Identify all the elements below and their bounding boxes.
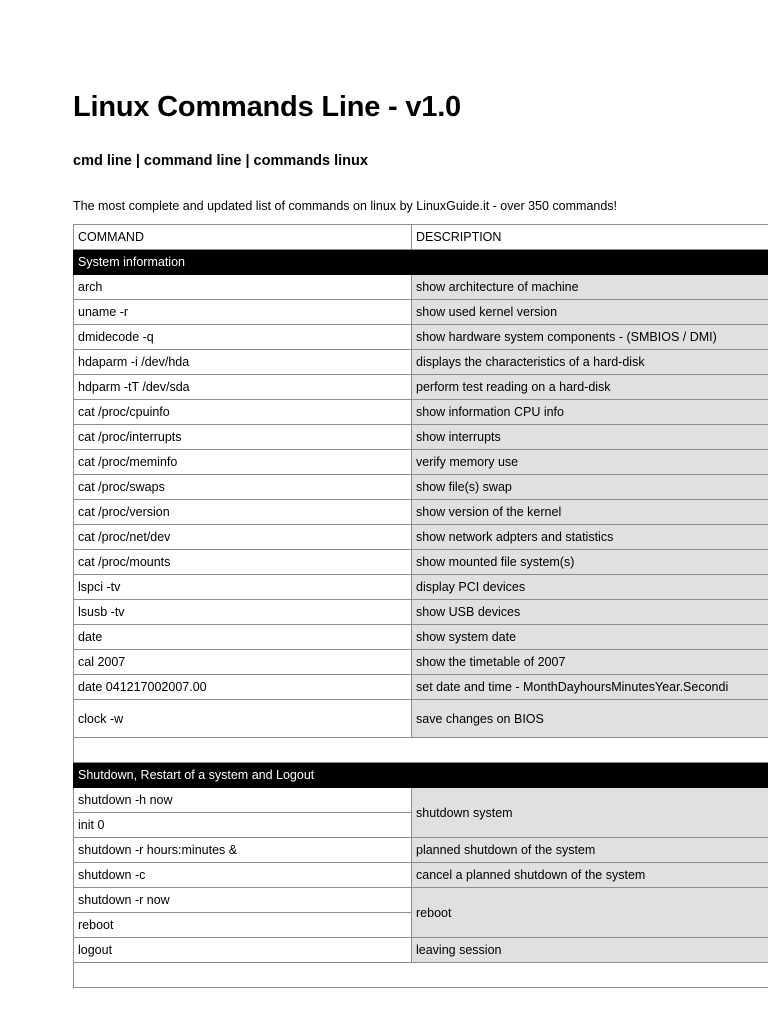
table-row (74, 500, 768, 525)
table-row (74, 788, 768, 813)
description-cell: show mounted file system(s) (412, 550, 768, 575)
table-row (74, 575, 768, 600)
command-cell: cat /proc/interrupts (74, 425, 412, 450)
description-cell: save changes on BIOS (412, 700, 768, 738)
command-cell: cal 2007 (74, 650, 412, 675)
command-cell: shutdown -r hours:minutes & (74, 838, 412, 863)
document-title: Linux Commands Line - v1.0 (73, 91, 461, 123)
command-cell: lsusb -tv (74, 600, 412, 625)
command-cell: clock -w (74, 700, 412, 738)
document-subtitle: cmd line | command line | commands linux (73, 153, 368, 169)
spacer-row (74, 738, 768, 763)
description-cell: perform test reading on a hard-disk (412, 375, 768, 400)
spacer-cell (74, 963, 768, 988)
table-row (74, 838, 768, 863)
table-row (74, 475, 768, 500)
command-cell: shutdown -r now (74, 888, 412, 913)
command-cell: init 0 (74, 813, 412, 838)
table-row (74, 600, 768, 625)
table-row (74, 450, 768, 475)
commands-table (73, 224, 768, 988)
section-title: System information (74, 250, 768, 275)
description-cell: planned shutdown of the system (412, 838, 768, 863)
table-row (74, 275, 768, 300)
table-row (74, 625, 768, 650)
table-row (74, 888, 768, 913)
section-title: Shutdown, Restart of a system and Logout (74, 763, 768, 788)
description-cell: show the timetable of 2007 (412, 650, 768, 675)
section-header (74, 763, 768, 788)
description-cell: reboot (412, 888, 768, 938)
command-cell: cat /proc/version (74, 500, 412, 525)
spacer-cell (74, 738, 768, 763)
description-cell: show system date (412, 625, 768, 650)
description-cell: verify memory use (412, 450, 768, 475)
command-cell: dmidecode -q (74, 325, 412, 350)
command-cell: date 041217002007.00 (74, 675, 412, 700)
description-cell: show architecture of machine (412, 275, 768, 300)
spacer-row (74, 963, 768, 988)
description-cell: show USB devices (412, 600, 768, 625)
header-command: COMMAND (74, 225, 412, 250)
table-row (74, 700, 768, 738)
table-header-row (74, 225, 768, 250)
command-cell: reboot (74, 913, 412, 938)
command-cell: cat /proc/mounts (74, 550, 412, 575)
table-row (74, 863, 768, 888)
command-cell: cat /proc/swaps (74, 475, 412, 500)
table-row (74, 675, 768, 700)
command-cell: arch (74, 275, 412, 300)
table-row (74, 938, 768, 963)
table-row (74, 550, 768, 575)
command-cell: shutdown -h now (74, 788, 412, 813)
command-cell: cat /proc/meminfo (74, 450, 412, 475)
command-cell: lspci -tv (74, 575, 412, 600)
table-row (74, 650, 768, 675)
table-row (74, 400, 768, 425)
description-cell: set date and time - MonthDayhoursMinutesYear.Secondi (412, 675, 768, 700)
command-cell: hdparm -tT /dev/sda (74, 375, 412, 400)
command-cell: hdaparm -i /dev/hda (74, 350, 412, 375)
command-cell: cat /proc/net/dev (74, 525, 412, 550)
description-cell: displays the characteristics of a hard-disk (412, 350, 768, 375)
intro-text: The most complete and updated list of commands on linux by LinuxGuide.it - over 350 commands! (73, 199, 618, 213)
command-cell: cat /proc/cpuinfo (74, 400, 412, 425)
table-row (74, 375, 768, 400)
command-cell: uname -r (74, 300, 412, 325)
description-cell: show information CPU info (412, 400, 768, 425)
description-cell: cancel a planned shutdown of the system (412, 863, 768, 888)
table-row (74, 325, 768, 350)
section-header (74, 250, 768, 275)
description-cell: show used kernel version (412, 300, 768, 325)
description-cell: show hardware system components - (SMBIOS / DMI) (412, 325, 768, 350)
table-row (74, 425, 768, 450)
table-row (74, 525, 768, 550)
description-cell: leaving session (412, 938, 768, 963)
command-cell: logout (74, 938, 412, 963)
description-cell: show file(s) swap (412, 475, 768, 500)
command-cell: date (74, 625, 412, 650)
header-description: DESCRIPTION (412, 225, 768, 250)
command-cell: shutdown -c (74, 863, 412, 888)
description-cell: show version of the kernel (412, 500, 768, 525)
description-cell: display PCI devices (412, 575, 768, 600)
table-row (74, 300, 768, 325)
table-row (74, 350, 768, 375)
description-cell: show interrupts (412, 425, 768, 450)
description-cell: show network adpters and statistics (412, 525, 768, 550)
description-cell: shutdown system (412, 788, 768, 838)
